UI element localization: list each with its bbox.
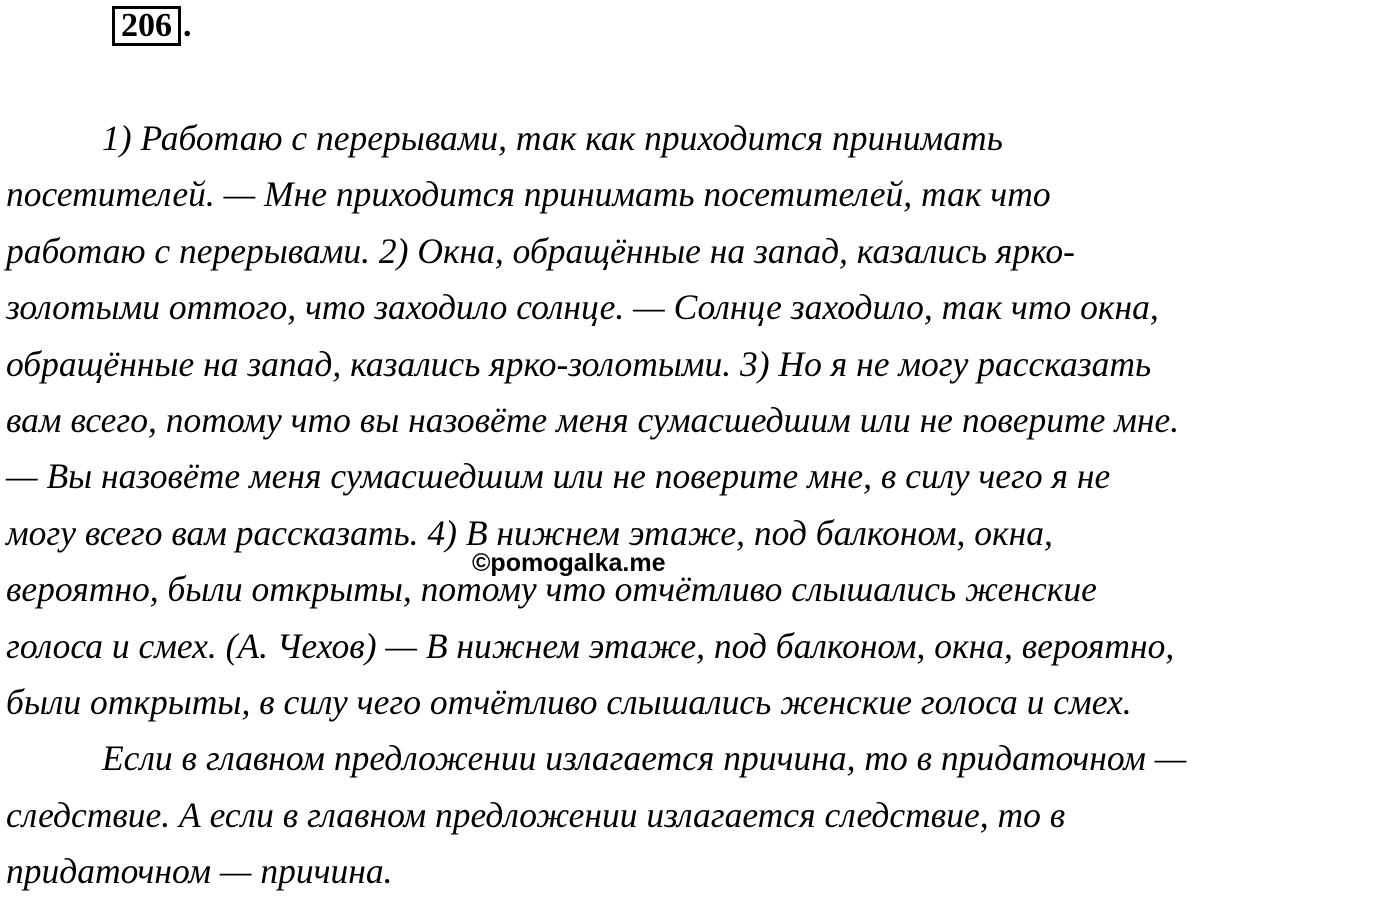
text-line: работаю с перерывами. 2) Окна, обращённые на запад, казались ярко- — [6, 230, 1075, 271]
text-line: 1) Работаю с перерывами, так как приходится принимать — [102, 118, 1003, 158]
text-line: Если в главном предложении излагается причина, то в придаточном — — [102, 738, 1187, 779]
text-line: золотыми оттого, что заходило солнце. — Солнце заходило, так что окна, — [6, 287, 1159, 328]
text-line: — Вы назовёте меня сумасшедшим или не поверите мне, в силу чего я не — [6, 456, 1111, 497]
text-line: следствие. А если в главном предложении излагается следствие, то в — [6, 794, 1066, 835]
answer-text — [6, 110, 1400, 899]
paragraph-examples — [6, 110, 1400, 730]
text-line: голоса и смех. (А. Чехов) — В нижнем этаже, под балконом, окна, вероятно, — [6, 625, 1175, 666]
text-line: обращённые на запад, казались ярко-золотыми. 3) Но я не могу рассказать — [6, 343, 1152, 384]
text-line: были открыты, в силу чего отчётливо слышались женские голоса и смех. — [6, 681, 1132, 722]
text-line: посетителей. — Мне приходится принимать посетителей, так что — [6, 174, 1051, 215]
exercise-number-dot: . — [183, 7, 192, 44]
exercise-number-box: 206 — [112, 6, 181, 46]
text-line: вероятно, были открыты, потому что отчётливо слышались женские — [6, 569, 1097, 610]
paragraph-conclusion — [6, 730, 1400, 899]
text-line: придаточном — причина. — [6, 851, 393, 892]
watermark: ©pomogalka.me — [472, 549, 666, 577]
text-line: могу всего вам рассказать. 4) В нижнем этаже, под балконом, окна, — [6, 512, 1053, 553]
exercise-number — [112, 6, 192, 46]
text-line: вам всего, потому что вы назовёте меня сумасшедшим или не поверите мне. — [6, 399, 1180, 440]
